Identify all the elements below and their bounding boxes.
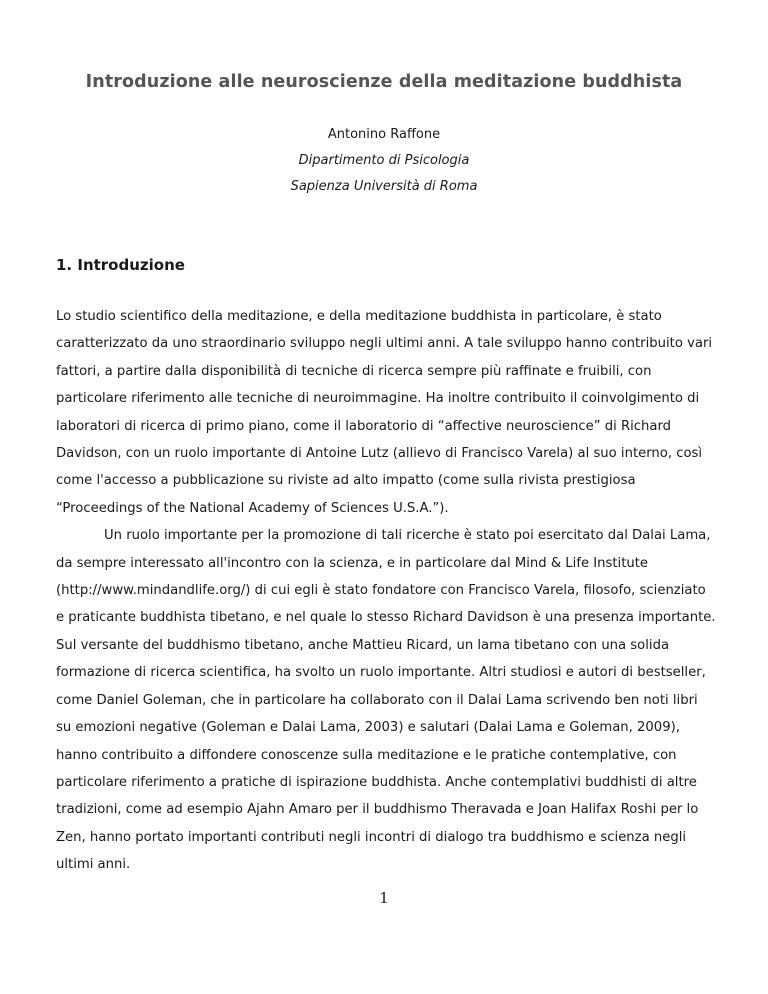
page-number: 1 <box>379 889 389 907</box>
paragraph-1: Lo studio scientifico della meditazione, e della meditazione buddhista in particolare, è stato caratterizzato da uno straordinario sviluppo negli ultimi anni. A tale sviluppo hanno contribuito vari fattori, a partire dalla disponibilità di tecniche di ricerca sempre più raffinate e fruibili, con particolare riferimento alle tecniche di neuroimmagine. Ha inoltre contribuito il coinvolgimento di laboratori di ricerca di primo piano, come il laboratorio di “affective neuroscience” di Richard Davidson, con un ruolo importante di Antoine Lutz (allievo di Francisco Varela) al suo interno, così come l'accesso a pubblicazione su riviste ad alto impatto (come sulla rivista prestigiosa “Proceedings of the National Academy of Sciences U.S.A.”). <box>56 309 713 516</box>
body-text <box>56 303 716 879</box>
author-name: Antonino Raffone <box>327 127 441 142</box>
author-department: Dipartimento di Psicologia <box>298 153 470 168</box>
document-title: Introduzione alle neuroscienze della meditazione buddhista <box>85 72 683 92</box>
paragraph-2: Un ruolo importante per la promozione di tali ricerche è stato poi esercitato dal Dalai Lama, da sempre interessato all'incontro con la scienza, e in particolare dal Mind & Life Institute (http://www.mindandlife.org/) di cui egli è stato fondatore con Francisco Varela, filosofo, scienziato e praticante buddhista tibetano, e nel quale lo stesso Richard Davidson è una presenza importante. Sul versante del buddhismo tibetano, anche Mattieu Ricard, un lama tibetano con una solida formazione di ricerca scientifica, ha svolto un ruolo importante. Altri studiosi e autori di bestseller, come Daniel Goleman, che in particolare ha collaborato con il Dalai Lama scrivendo ben noti libri su emozioni negative (Goleman e Dalai Lama, 2003) e salutari (Dalai Lama e Goleman, 2009), hanno contribuito a diffondere conoscenze sulla meditazione e le pratiche contemplative, con particolare riferimento a pratiche di ispirazione buddhista. Anche contemplativi buddhisti di altre tradizioni, come ad esempio Ajahn Amaro per il buddhismo Theravada e Joan Halifax Roshi per lo Zen, hanno portato importanti contributi negli incontri di dialogo tra buddhismo e scienza negli ultimi anni. <box>56 528 716 873</box>
author-university: Sapienza Università di Roma <box>290 179 478 194</box>
section-heading: 1. Introduzione <box>56 256 185 274</box>
author-block <box>0 122 768 200</box>
